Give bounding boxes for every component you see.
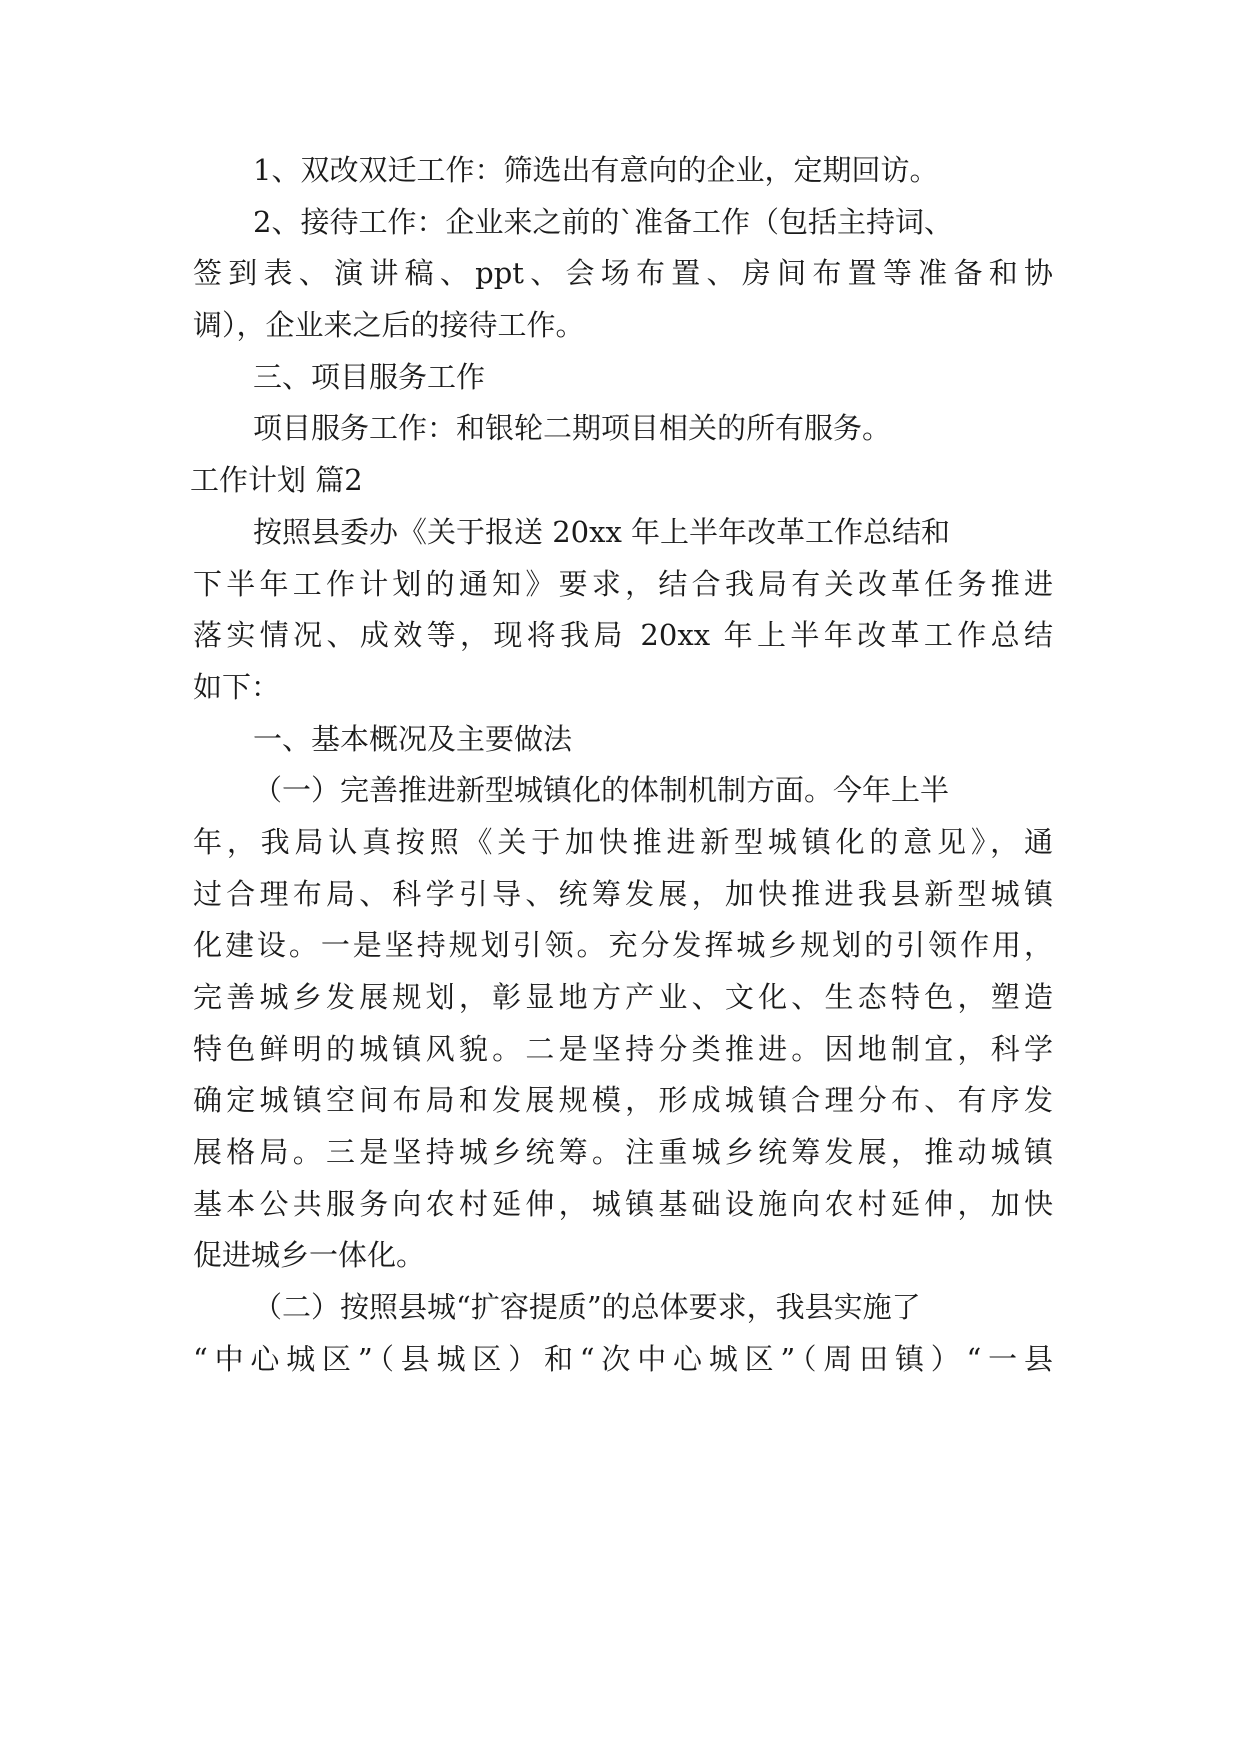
para2-line-2: “中心城区”（县城区）和“次中心城区”（周田镇）“一县	[193, 1342, 1053, 1376]
para1-line-9: 基本公共服务向农村延伸，城镇基础设施向农村延伸，加快	[193, 1187, 1053, 1221]
para1-line-2: 年，我局认真按照《关于加快推进新型城镇化的意见》，通	[193, 825, 1053, 859]
section-heading-three: 三、项目服务工作	[253, 360, 486, 394]
list-item-1: 1、双改双迁工作：筛选出有意向的企业，定期回访。	[253, 153, 939, 187]
section-title: 工作计划 篇2	[190, 463, 363, 497]
para2-line-1: （二）按照县城“扩容提质”的总体要求，我县实施了	[253, 1290, 921, 1324]
service-paragraph: 项目服务工作：和银轮二期项目相关的所有服务。	[253, 411, 892, 445]
list-item-2-line-2: 签到表、演讲稿、ppt、会场布置、房间布置等准备和协	[193, 256, 1053, 290]
para1-line-5: 完善城乡发展规划，彰显地方产业、文化、生态特色，塑造	[193, 980, 1053, 1014]
para1-line-4: 化建设。一是坚持规划引领。充分发挥城乡规划的引领作用，	[193, 928, 1053, 962]
para1-line-8: 展格局。三是坚持城乡统筹。注重城乡统筹发展，推动城镇	[193, 1135, 1053, 1169]
intro-line-3: 落实情况、成效等，现将我局 20xx 年上半年改革工作总结	[193, 618, 1053, 652]
intro-line-1: 按照县委办《关于报送 20xx 年上半年改革工作总结和	[253, 515, 951, 549]
para1-line-7: 确定城镇空间布局和发展规模，形成城镇合理分布、有序发	[193, 1083, 1053, 1117]
para1-line-6: 特色鲜明的城镇风貌。二是坚持分类推进。因地制宜，科学	[193, 1032, 1053, 1066]
list-item-2-line-1: 2、接待工作：企业来之前的`准备工作（包括主持词、	[253, 205, 953, 239]
list-item-2-line-3: 调），企业来之后的接待工作。	[193, 308, 585, 342]
para1-line-3: 过合理布局、科学引导、统筹发展，加快推进我县新型城镇	[193, 877, 1053, 911]
para1-line-1: （一）完善推进新型城镇化的体制机制方面。今年上半	[253, 773, 950, 807]
intro-line-4: 如下：	[193, 670, 281, 704]
heading-basic-overview: 一、基本概况及主要做法	[253, 722, 573, 756]
intro-line-2: 下半年工作计划的通知》要求，结合我局有关改革任务推进	[193, 567, 1053, 601]
para1-line-10: 促进城乡一体化。	[193, 1238, 426, 1272]
